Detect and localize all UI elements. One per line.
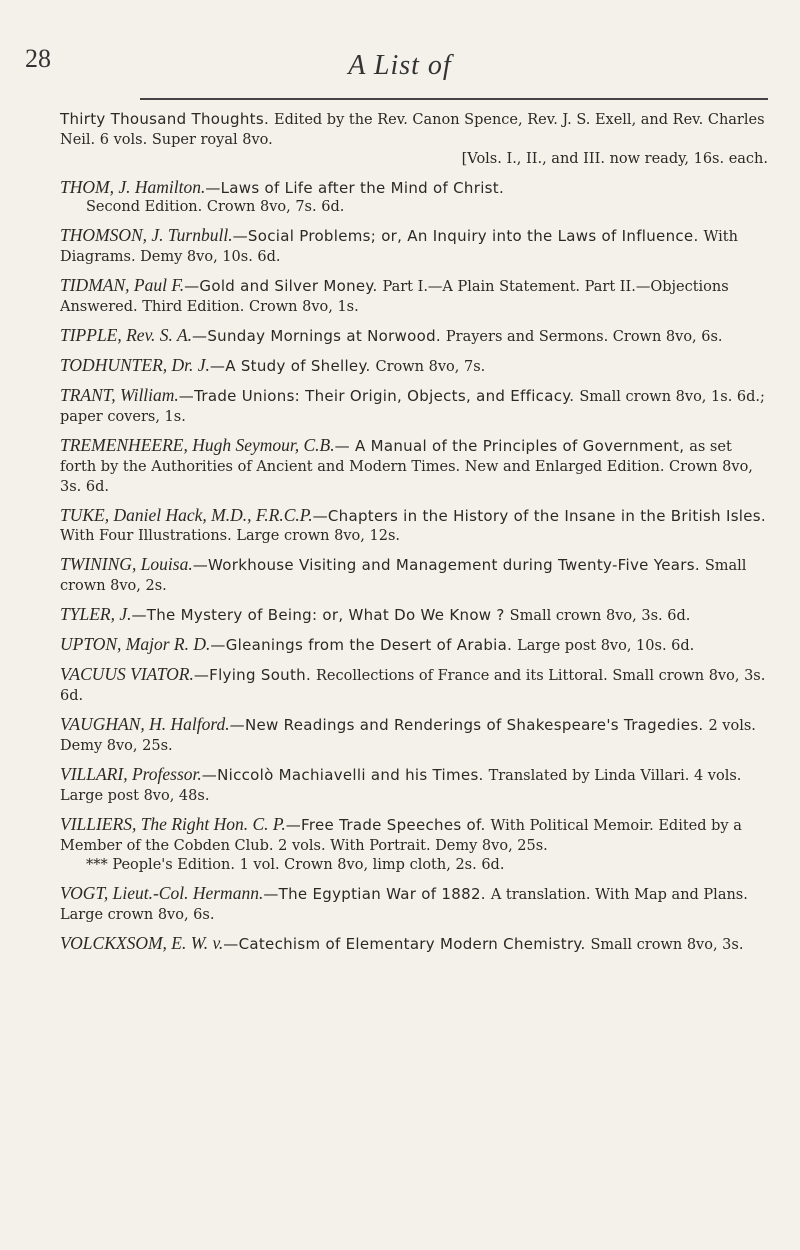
list-item (60, 635, 770, 656)
list-item (60, 555, 770, 596)
entry-author: UPTON, Major R. D. (60, 634, 211, 654)
list-item (60, 326, 770, 347)
entry-title: —A Study of Shelley. (209, 357, 371, 375)
entry-title: — A Manual of the Principles of Government, (334, 437, 685, 455)
entry-title: —Gleanings from the Desert of Arabia. (210, 636, 513, 654)
entry-extra-edition: *** People's Edition. 1 vol. Crown 8vo, limp cloth, 2s. 6d. (86, 857, 505, 873)
entry-author: VILLIERS, The Right Hon. C. P. (60, 814, 286, 834)
entry-details: Edited by the Rev. Canon Spence, Rev. J. S. Exell, and Rev. Charles Neil. 6 vols. Super royal 8vo. (60, 112, 765, 148)
entry-title: —Trade Unions: Their Origin, Objects, and Efficacy. (178, 387, 575, 405)
list-item (60, 884, 770, 925)
entry-title: —The Egyptian War of 1882. (263, 885, 486, 903)
entry-title: —Workhouse Visiting and Management during Twenty-Five Years. (192, 556, 700, 574)
entry-author: TIDMAN, Paul F. (60, 275, 185, 295)
entry-title: —Niccolò Machiavelli and his Times. (201, 766, 484, 784)
list-item (60, 765, 770, 806)
entry-details: Part I.—A Plain Statement. Part II.—Objections Answered. Third Edition. Crown 8vo, 1s. (60, 279, 729, 315)
entry-title: —Flying South. (193, 666, 312, 684)
entry-author: TUKE, Daniel Hack, M.D., F.R.C.P. (60, 505, 313, 525)
entry-details: 2 vols. Demy 8vo, 25s. (60, 718, 756, 754)
entry-volumes: [Vols. I., II., and III. now ready, 16s. each. (461, 151, 768, 167)
list-item (60, 178, 770, 217)
entry-list (60, 110, 770, 964)
entry-details: Small crown 8vo, 3s. (590, 937, 744, 953)
entry-title: —Catechism of Elementary Modern Chemistry. (223, 935, 586, 953)
entry-author: VOGT, Lieut.-Col. Hermann. (60, 883, 264, 903)
page-number: 28 (25, 44, 51, 73)
entry-author: TIPPLE, Rev. S. A. (60, 325, 193, 345)
entry-details: Prayers and Sermons. Crown 8vo, 6s. (445, 329, 723, 345)
entry-author: THOMSON, J. Turnbull. (60, 225, 233, 245)
list-item (60, 436, 770, 497)
list-item (60, 506, 770, 546)
entry-details: as set forth by the Authorities of Ancient and Modern Times. New and Enlarged Edition. Crown 8vo, 3s. 6d. (60, 439, 753, 495)
list-item (60, 715, 770, 756)
entry-title: —New Readings and Renderings of Shakespeare's Tragedies. (229, 716, 704, 734)
entry-details: A translation. With Map and Plans. Large crown 8vo, 6s. (60, 887, 748, 923)
entry-title: —Gold and Silver Money. (184, 277, 378, 295)
entry-details: Large post 8vo, 10s. 6d. (517, 638, 695, 654)
entry-author: TREMENHEERE, Hugh Seymour, C.B. (60, 435, 335, 455)
list-item (60, 665, 770, 706)
entry-title: —Social Problems; or, An Inquiry into the Laws of Influence. (232, 227, 699, 245)
entry-details: Small crown 8vo, 3s. 6d. (509, 608, 691, 624)
entry-details: Small crown 8vo, 2s. (60, 558, 747, 594)
entry-author: THOM, J. Hamilton. (60, 177, 206, 197)
entry-title: —The Mystery of Being: or, What Do We Know ? (131, 606, 505, 624)
running-head: A List of (348, 50, 452, 81)
list-item (60, 815, 770, 875)
entry-title: —Free Trade Speeches of. (285, 816, 486, 834)
entry-author: VAUGHAN, H. Halford. (60, 714, 230, 734)
entry-details: With Four Illustrations. Large crown 8vo, 12s. (60, 528, 400, 544)
list-item (60, 386, 770, 427)
entry-details: With Diagrams. Demy 8vo, 10s. 6d. (60, 229, 738, 265)
entry-author: VACUUS VIATOR. (60, 664, 194, 684)
list-item (60, 356, 770, 377)
entry-title: —Laws of Life after the Mind of Christ. (205, 179, 505, 197)
entry-details: Small crown 8vo, 1s. 6d.; paper covers, 1s. (60, 389, 765, 425)
list-item (60, 934, 770, 955)
entry-author: TRANT, William. (60, 385, 179, 405)
entry-author: TYLER, J. (60, 604, 132, 624)
entry-title: —Chapters in the History of the Insane in the British Isles. (312, 507, 766, 525)
entry-title: Thirty Thousand Thoughts. (60, 110, 270, 128)
header-rule (140, 98, 768, 100)
entry-author: VOLCKXSOM, E. W. v. (60, 933, 224, 953)
list-item (60, 276, 770, 317)
entry-details: Second Edition. Crown 8vo, 7s. 6d. (86, 199, 345, 215)
list-item (60, 110, 770, 169)
list-item (60, 605, 770, 626)
list-item (60, 226, 770, 267)
entry-title: —Sunday Mornings at Norwood. (192, 327, 441, 345)
entry-author: TWINING, Louisa. (60, 554, 193, 574)
entry-author: TODHUNTER, Dr. J. (60, 355, 210, 375)
entry-details: With Political Memoir. Edited by a Member of the Cobden Club. 2 vols. With Portrait. Demy 8vo, 25s. (60, 818, 742, 854)
entry-author: VILLARI, Professor. (60, 764, 202, 784)
entry-details: Recollections of France and its Littoral. Small crown 8vo, 3s. 6d. (60, 668, 766, 704)
entry-details: Crown 8vo, 7s. (375, 359, 486, 375)
entry-details: Translated by Linda Villari. 4 vols. Large post 8vo, 48s. (60, 768, 742, 804)
